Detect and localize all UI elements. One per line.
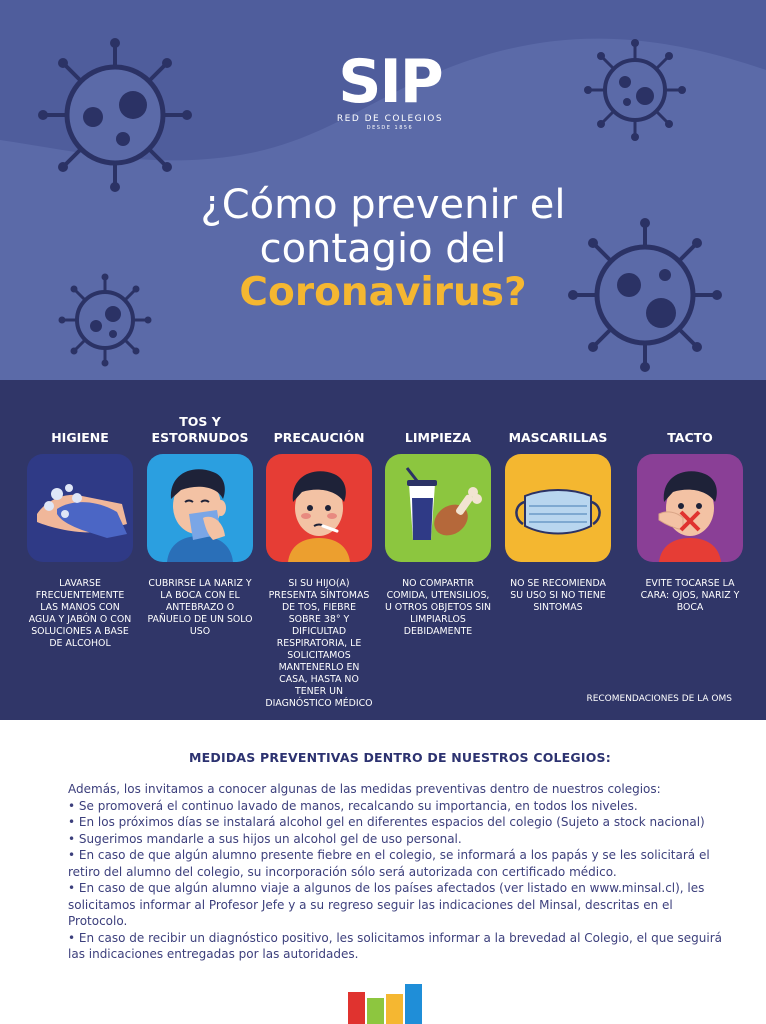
brand-bar xyxy=(405,984,422,1024)
logo-mark: SIP xyxy=(338,47,442,117)
measures-title: MEDIDAS PREVENTIVAS DENTRO DE NUESTROS COLEGIOS: xyxy=(189,750,611,765)
measures-item: • Se promoverá el continuo lavado de manos, recalcando su importancia, en todos los niveles. xyxy=(68,798,638,813)
recommendation-description: NO COMPARTIR COMIDA, UTENSILIOS, U OTROS OBJETOS SIN LIMPIARLOS DEBIDAMENTE xyxy=(384,578,492,637)
measures-section xyxy=(68,750,732,963)
logo-subtitle: RED DE COLEGIOS xyxy=(336,114,444,124)
face-mask-icon xyxy=(505,454,611,562)
recommendation-description: CUBRIRSE LA NARIZ Y LA BOCA CON EL ANTEBRAZO O PAÑUELO DE UN SOLO USO xyxy=(147,578,253,637)
recommendation-hygiene xyxy=(20,408,140,650)
source-note: RECOMENDACIONES DE LA OMS xyxy=(586,694,732,704)
headline xyxy=(0,183,766,315)
measures-item: • Sugerimos mandarle a sus hijos un alcohol gel de uso personal. xyxy=(68,831,462,846)
recommendation-caution xyxy=(259,408,379,710)
recommendation-title: TACTO xyxy=(667,430,713,445)
brand-logo xyxy=(300,47,480,131)
hand-washing-icon xyxy=(27,454,133,562)
recommendation-cleaning xyxy=(378,408,498,638)
hero-banner xyxy=(0,0,766,380)
measures-intro: Además, los invitamos a conocer algunas de las medidas preventivas dentro de nuestros colegios: xyxy=(68,782,661,796)
recommendation-cough xyxy=(140,408,260,638)
logo-since: DESDE 1856 xyxy=(366,125,414,131)
recommendation-title: PRECAUCIÓN xyxy=(273,430,365,445)
recommendation-title: MASCARILLAS xyxy=(508,430,608,445)
virus-icon xyxy=(580,35,690,145)
sneezing-person-icon xyxy=(147,454,253,562)
recommendation-description: SI SU HIJO(A) PRESENTA SÍNTOMAS DE TOS, FIEBRE SOBRE 38° Y DIFICULTAD RESPIRATORIA, LE SOLICITAMOS MANTENERLO EN CASA, HASTA NO TENER UN DIAGNÓSTICO MÉDICO xyxy=(265,578,373,709)
recommendation-touch xyxy=(630,408,750,614)
recommendation-title: LIMPIEZA xyxy=(404,430,472,445)
measures-item: • En los próximos días se instalará alcohol gel en diferentes espacios del colegio (Sujeto a stock nacional) xyxy=(68,815,705,829)
recommendation-title: TOS Y ESTORNUDOS xyxy=(151,414,249,445)
headline-line1: ¿Cómo prevenir el xyxy=(200,182,566,228)
brand-bar xyxy=(386,994,403,1024)
feverish-person-icon xyxy=(266,454,372,562)
recommendation-description: NO SE RECOMIENDA SU USO SI NO TIENE SINTOMAS xyxy=(510,578,606,613)
brand-bar xyxy=(367,998,384,1024)
recommendation-title: HIGIENE xyxy=(51,430,109,445)
headline-line2: contagio del xyxy=(259,226,507,272)
measures-item: • En caso de que algún alumno viaje a algunos de los países afectados (ver listado en www.minsal.cl), les solicitamos informar al Profesor Jefe y a su regreso seguir las indicaciones del Minsal, descritas en el Protocolo. xyxy=(68,881,705,928)
brand-bars-logo xyxy=(348,984,422,1024)
recommendation-description: LAVARSE FRECUENTEMENTE LAS MANOS CON AGUA Y JABÓN O CON SOLUCIONES A BASE DE ALCOHOL xyxy=(28,578,132,649)
virus-icon xyxy=(30,30,200,200)
drink-and-food-icon xyxy=(385,454,491,562)
headline-highlight: Coronavirus? xyxy=(239,270,527,315)
measures-item: • En caso de recibir un diagnóstico positivo, les solicitamos informar a la brevedad al Colegio, el que seguirá las indicaciones entregadas por las autoridades. xyxy=(68,930,723,961)
measures-item: • En caso de que algún alumno presente fiebre en el colegio, se informará a los papás y se les solicitará el retiro del alumno del colegio, su incorporación sólo será autorizada con certificado médico. xyxy=(68,848,710,879)
no-face-touch-icon xyxy=(637,454,743,562)
recommendation-description: EVITE TOCARSE LA CARA: OJOS, NARIZ Y BOCA xyxy=(640,578,740,613)
brand-bar xyxy=(348,992,365,1024)
recommendation-masks xyxy=(498,408,618,614)
